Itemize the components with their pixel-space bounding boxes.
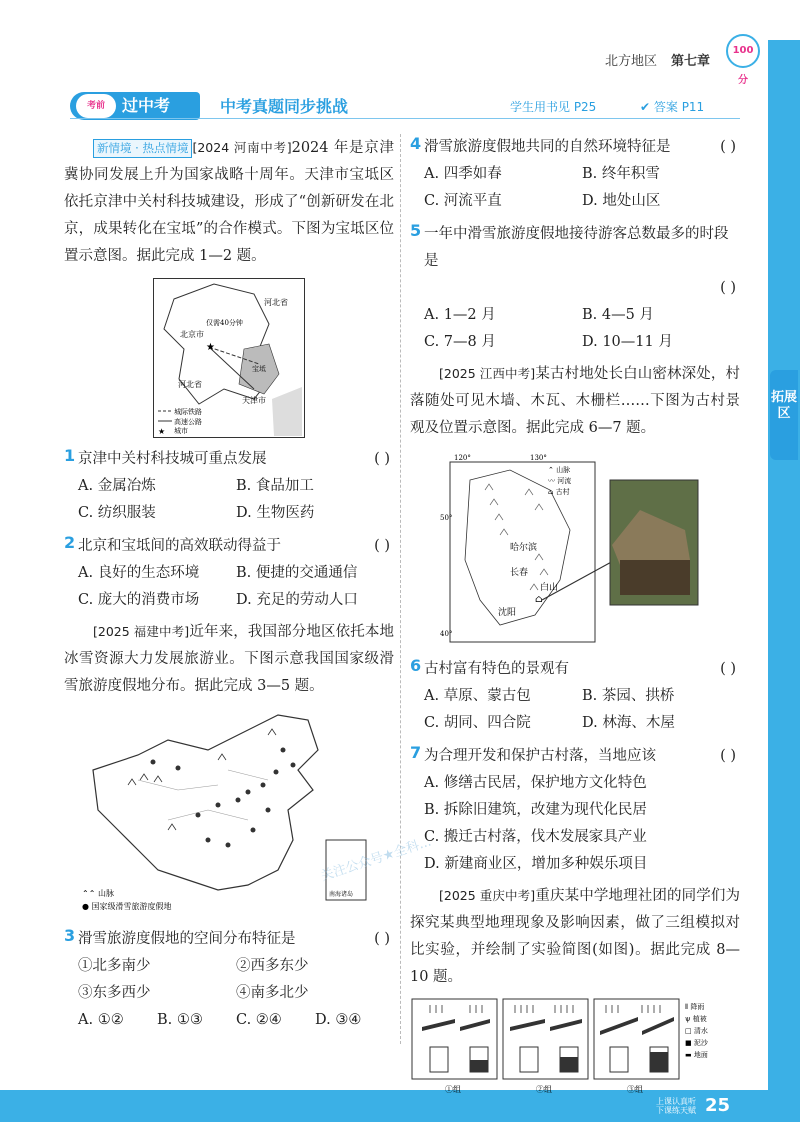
group-3-panel [594,999,679,1079]
watermark: 关注公众号★全科... [319,834,434,885]
q2-option-c[interactable]: C. 庞大的消费市场 [78,592,200,608]
q3-option-b[interactable]: B. ①③ [157,1012,203,1028]
china-outline [93,715,318,890]
q1-option-b[interactable]: B. 食品加工 [236,478,314,494]
legend-mud: ■ 泥沙 [685,1039,708,1047]
q1-option-c[interactable]: C. 纺织服装 [78,505,156,521]
q3-answer-blank[interactable]: ( ) [374,931,390,947]
answer-reference: ✔ 答案 P11 [640,100,705,114]
harbin-label: 哈尔滨 [510,543,538,553]
q4-text: 滑雪旅游度假地共同的自然环境特征是 [424,139,671,155]
question-3 [64,926,394,953]
intro-3 [410,360,740,442]
q4-option-a[interactable]: A. 四季如春 [424,166,502,182]
q5-number: 5 [410,221,422,240]
question-6 [410,656,740,683]
q5-text: 一年中滑雪旅游度假地接待游客总数最多的时段是 [424,226,729,269]
question-5 [410,221,740,275]
q2-option-b[interactable]: B. 便捷的交通通信 [236,565,358,581]
legend-ground: ▬ 地面 [685,1051,708,1059]
question-2 [64,533,394,560]
q3-option-c[interactable]: C. ②④ [236,1012,282,1028]
lat-50: 50° [440,514,453,522]
legend-resort-text: 国家级滑雪旅游度假地 [91,902,172,911]
lon-120: 120° [454,454,471,462]
q6-option-b[interactable]: B. 茶园、拱桥 [582,688,675,704]
banner-rule [70,118,740,119]
q3-statement-3: ③东多西少 [78,985,151,1001]
right-column [410,134,740,1097]
q4-options [410,161,740,215]
baodi-label: 宝坻 [252,365,266,373]
group-3-label: ③组 [627,1085,643,1094]
q7-option-c[interactable]: C. 搬迁古村落，伐木发展家具产业 [424,829,647,845]
legend-rain: ⦀ 降雨 [685,1003,705,1011]
ancient-village-figure [440,450,750,650]
extension-side-tab[interactable]: 拓展区 [770,370,798,460]
section-badge [70,92,200,120]
source-2: [2025 福建中考] [93,624,190,639]
legend-water-text: 清水 [693,1027,708,1035]
legend-rail-label: 城际铁路 [174,408,202,416]
legend-city-star: ★ [158,427,166,436]
context-tag: 新情境 · 热点情境 [93,139,192,158]
q1-option-a[interactable]: A. 金属冶炼 [78,478,156,494]
q7-number: 7 [410,743,422,762]
source-4: [2025 重庆中考] [439,888,536,903]
q7-options [410,770,740,878]
q7-text: 为合理开发和保护古村落，当地应该 [424,748,656,764]
q2-number: 2 [64,533,76,552]
group-2-panel [503,999,588,1079]
legend-river-3-text: 河流 [557,477,572,485]
q1-options [64,473,394,527]
q6-option-a[interactable]: A. 草原、蒙古包 [424,688,531,704]
intro-1 [64,134,394,270]
legend-mountain-3: ⌃ 山脉 [548,466,571,474]
legend-highway-label: 高速公路 [174,418,202,426]
q5-option-d[interactable]: D. 10—11 月 [582,334,673,350]
badge-logo: 考前 [76,94,116,118]
intro-2 [64,618,394,700]
lat-40: 40° [440,630,453,638]
q6-options [410,683,740,737]
q6-number: 6 [410,656,422,675]
answer-reference-label: 答案 P11 [653,100,705,114]
legend-water: □ 清水 [685,1027,708,1035]
q6-option-d[interactable]: D. 林海、木屋 [582,715,675,731]
legend-city-label: 城市 [174,427,188,435]
q6-text: 古村富有特色的景观有 [424,661,569,677]
q4-option-c[interactable]: C. 河流平直 [424,193,502,209]
legend-rain-text: 降雨 [690,1003,705,1011]
baishan-label: 白山 [540,583,559,593]
baodi-location-map [153,278,305,438]
top-margin [0,0,800,40]
question-4 [410,134,740,161]
q2-text: 北京和宝坻间的高效联动得益于 [78,538,281,554]
q2-option-a[interactable]: A. 良好的生态环境 [78,565,200,581]
legend-river-3: 〰 河流 [548,477,572,485]
legend-ground-text: 地面 [693,1051,708,1059]
q5-option-c[interactable]: C. 7—8 月 [424,334,496,350]
q6-option-c[interactable]: C. 胡同、四合院 [424,715,531,731]
sea-area [272,387,302,436]
changchun-label: 长春 [510,568,529,578]
experiment-diagram [410,997,730,1097]
q3-statements [64,953,394,1007]
intro-1-text: 2024 年是京津冀协同发展上升为国家战略十周年。天津市宝坻区依托京津中关村科技城建设，形成了“创新研发在北京，成果转化在宝坻”的合作模式。下图为宝坻区位置示意图。据此完成 1—2 题。 [64,140,394,264]
beijing-star: ★ [206,342,215,353]
legend-veg-text: 植被 [692,1015,707,1023]
q7-option-b[interactable]: B. 拆除旧建筑，改建为现代化民居 [424,802,647,818]
side-band [768,40,800,1090]
badge-label: 过中考 [122,96,171,115]
lon-130: 130° [530,454,547,462]
q3-statement-1: ①北多南少 [78,958,151,974]
section-banner [70,92,740,120]
q7-option-a[interactable]: A. 修缮古民居，保护地方文化特色 [424,775,647,791]
wooden-house [620,560,690,595]
beijing-label: 北京市 [180,330,204,339]
tianjin-label: 天津市 [242,396,266,405]
source-1: [2024 河南中考] [192,140,292,155]
q4-number: 4 [410,134,422,153]
intro-4-text: 重庆某中学地理社团的同学们为探究某典型地理现象及影响因素，做了三组模拟对比实验，并绘制了实验简图(如图)。据此完成 8—10 题。 [410,888,740,985]
q5-options [410,302,740,356]
intro-3-text: 某古村地处长白山密林深处，村落随处可见木墙、木瓦、木栅栏……下图为古村景观及位置示意图。据此完成 6—7 题。 [410,366,740,436]
q5-option-a[interactable]: A. 1—2 月 [424,307,496,323]
page-number: 25 [704,1095,730,1116]
hebei-top-label: 河北省 [264,298,288,307]
q4-answer-blank[interactable]: ( ) [720,139,736,155]
legend-mud-text: 泥沙 [693,1039,708,1047]
legend-mountain-3-text: 山脉 [556,466,571,474]
q3-statement-2: ②西多东少 [236,958,309,974]
q3-options [64,1007,394,1034]
q3-statement-4: ④南多北少 [236,985,309,1001]
q2-options [64,560,394,614]
legend-village-3: ⌂ 古村 [548,488,570,496]
inset-label: 南海诸岛 [329,891,354,898]
q2-option-d[interactable]: D. 充足的劳动人口 [236,592,358,608]
q4-option-d[interactable]: D. 地处山区 [582,193,661,209]
legend-veg: ψ 植被 [685,1015,707,1023]
q7-option-d[interactable]: D. 新建商业区，增加多种娱乐项目 [424,856,648,872]
shenyang-label: 沈阳 [498,608,517,618]
q7-answer-blank[interactable]: ( ) [720,748,736,764]
q5-option-b[interactable]: B. 4—5 月 [582,307,654,323]
q1-text: 京津中关村科技城可重点发展 [78,451,267,467]
q3-option-a[interactable]: A. ①② [78,1012,124,1028]
q1-answer-blank[interactable]: ( ) [374,451,390,467]
q1-number: 1 [64,446,76,465]
book-reference: 学生用书见 P25 [510,100,597,114]
q2-answer-blank[interactable]: ( ) [374,538,390,554]
footer-motto-2: 下课练天赋 [656,1106,696,1115]
region-label: 北方地区 [604,54,657,69]
q5-answer-blank[interactable]: ( ) [720,280,736,296]
q4-option-b[interactable]: B. 终年积雪 [582,166,660,182]
ski-resort-map [78,710,378,920]
group-2-label: ②组 [536,1085,552,1094]
q3-option-d[interactable]: D. ③④ [315,1012,362,1028]
chapter-label: 第七章 [670,54,710,69]
q6-answer-blank[interactable]: ( ) [720,661,736,677]
group-1-label: ①组 [445,1085,461,1094]
village-marker-icon: ⌂ [535,594,543,605]
q1-option-d[interactable]: D. 生物医药 [236,505,315,521]
question-7 [410,743,740,770]
question-1 [64,446,394,473]
footer-motto [656,1097,696,1115]
intro-2-text: 近年来，我国部分地区依托本地冰雪资源大力发展旅游业。下图示意我国国家级滑雪旅游度假地分布。据此完成 3—5 题。 [64,624,394,694]
column-divider [400,134,401,1044]
left-column [64,134,394,1034]
rail-time-label: 仅需40分钟 [206,319,243,327]
source-3: [2025 江西中考] [439,366,536,381]
q3-number: 3 [64,926,76,945]
section-title: 中考真题同步挑战 [220,97,349,116]
legend-resort-label: ● 国家级滑雪旅游度假地 [82,902,172,911]
legend-mountain-text: 山脉 [97,889,114,898]
footer-motto-1: 上课认真听 [656,1097,696,1106]
hebei-left-label: 河北省 [178,380,202,389]
intro-4 [410,882,740,991]
running-header [605,50,710,69]
legend-mountain-label: ⌃⌃ 山脉 [82,889,114,898]
group-1-panel [412,999,497,1079]
q3-text: 滑雪旅游度假地的空间分布特征是 [78,931,296,947]
mascot-icon: 100分 [726,34,760,68]
legend-village-3-text: 古村 [555,488,570,496]
